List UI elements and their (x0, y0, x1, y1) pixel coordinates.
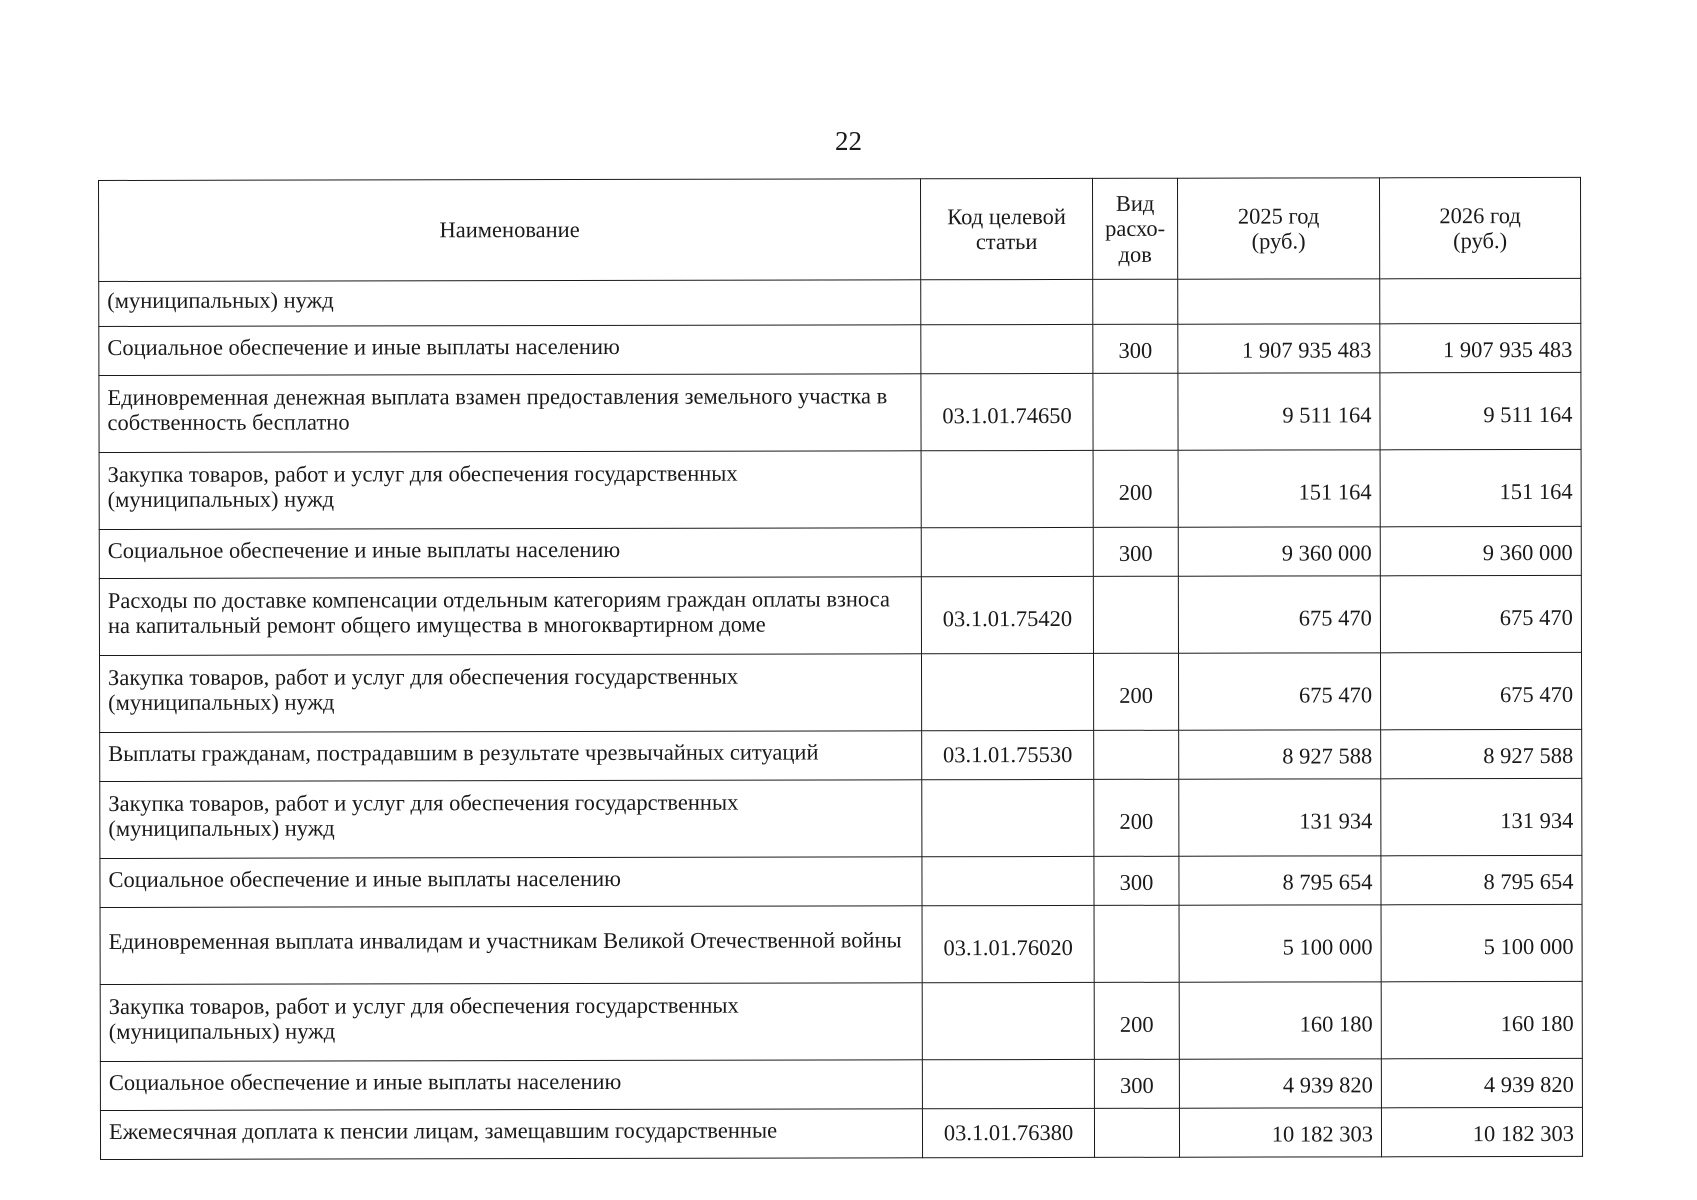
row-kind: 200 (1094, 982, 1179, 1059)
table-row (100, 981, 1582, 1061)
table-row (99, 652, 1581, 732)
row-code: 03.1.01.75420 (921, 576, 1093, 653)
row-2025: 10 182 303 (1179, 1108, 1381, 1157)
row-code: 03.1.01.76020 (922, 905, 1094, 982)
row-2026: 5 100 000 (1381, 904, 1582, 981)
row-2026: 9 360 000 (1380, 526, 1581, 575)
table-row (99, 526, 1581, 578)
row-kind: 200 (1093, 450, 1178, 527)
row-2025 (1178, 279, 1380, 324)
row-name: Закупка товаров, работ и услуг для обеспечения государственных (муниципальных) нужд (100, 983, 922, 1062)
header-code: Код целевой статьи (920, 178, 1092, 279)
row-code (921, 324, 1093, 373)
row-2025: 131 934 (1179, 779, 1381, 856)
row-2026: 675 470 (1380, 652, 1581, 729)
row-2025: 9 511 164 (1178, 373, 1380, 450)
table-row (99, 323, 1581, 375)
row-2025: 8 927 588 (1179, 730, 1381, 779)
table-row (100, 1107, 1582, 1159)
row-name: Закупка товаров, работ и услуг для обеспечения государственных (муниципальных) нужд (100, 780, 922, 859)
row-name: Социальное обеспечение и иные выплаты населению (100, 857, 922, 908)
row-2026: 675 470 (1380, 575, 1581, 652)
row-name: Выплаты гражданам, пострадавшим в результате чрезвычайных ситуаций (100, 731, 922, 782)
row-2025: 151 164 (1178, 450, 1380, 527)
row-code: 03.1.01.76380 (922, 1108, 1094, 1157)
table-row (100, 778, 1582, 858)
row-2026: 1 907 935 483 (1380, 323, 1581, 372)
row-2026 (1380, 278, 1581, 323)
page-number: 22 (835, 126, 862, 156)
row-2025: 9 360 000 (1178, 527, 1380, 576)
row-name: Единовременная денежная выплата взамен предоставления земельного участка в собственность бесплатно (99, 374, 921, 453)
row-kind (1093, 576, 1178, 653)
row-2025: 1 907 935 483 (1178, 324, 1380, 373)
table-row (99, 575, 1581, 655)
row-2026: 8 927 588 (1381, 729, 1582, 778)
row-name: (муниципальных) нужд (99, 280, 921, 327)
row-name: Социальное обеспечение и иные выплаты населению (99, 528, 921, 579)
row-code (921, 653, 1093, 730)
row-code: 03.1.01.74650 (921, 373, 1093, 450)
row-2025: 160 180 (1179, 982, 1381, 1059)
table-row (100, 904, 1582, 984)
row-kind: 300 (1093, 324, 1178, 373)
header-2025: 2025 год (руб.) (1177, 178, 1379, 279)
budget-table (98, 177, 1583, 1160)
row-2026: 151 164 (1380, 449, 1581, 526)
row-kind: 200 (1094, 779, 1179, 856)
row-2025: 5 100 000 (1179, 905, 1381, 982)
table-row (99, 372, 1581, 452)
row-kind: 300 (1094, 1059, 1179, 1108)
row-name: Ежемесячная доплата к пенсии лицам, замещавшим государственные (100, 1109, 922, 1160)
row-kind: 300 (1094, 856, 1179, 905)
row-kind (1094, 905, 1179, 982)
row-2026: 9 511 164 (1380, 372, 1581, 449)
row-code: 03.1.01.75530 (922, 730, 1094, 779)
row-kind (1094, 1108, 1179, 1157)
row-2026: 8 795 654 (1381, 855, 1582, 904)
table-row (100, 855, 1582, 907)
table-row (100, 1058, 1582, 1110)
header-kind: Вид расхо-дов (1092, 178, 1177, 279)
row-code (922, 856, 1094, 905)
row-kind (1093, 279, 1178, 324)
row-2025: 675 470 (1178, 576, 1380, 653)
row-name: Расходы по доставке компенсации отдельным категориям граждан оплаты взноса на капитальный ремонт общего имущества в многоквартирном доме (99, 577, 921, 656)
row-2025: 4 939 820 (1179, 1059, 1381, 1108)
row-code (922, 779, 1094, 856)
table-header-row (99, 177, 1581, 281)
row-code (921, 527, 1093, 576)
row-name: Социальное обеспечение и иные выплаты населению (100, 1060, 922, 1111)
row-code (921, 450, 1093, 527)
table-row (99, 278, 1581, 326)
row-2026: 4 939 820 (1381, 1058, 1582, 1107)
header-name: Наименование (99, 179, 921, 282)
table-row (100, 729, 1582, 781)
row-name: Закупка товаров, работ и услуг для обеспечения государственных (муниципальных) нужд (99, 654, 921, 733)
row-code (922, 982, 1094, 1059)
row-kind: 300 (1093, 527, 1178, 576)
row-2026: 10 182 303 (1381, 1107, 1582, 1156)
row-name: Социальное обеспечение и иные выплаты населению (99, 325, 921, 376)
header-2026: 2026 год (руб.) (1379, 177, 1580, 278)
table-row (99, 449, 1581, 529)
row-kind: 200 (1093, 653, 1178, 730)
row-2025: 8 795 654 (1179, 856, 1381, 905)
row-code (921, 279, 1093, 324)
row-name: Единовременная выплата инвалидам и участникам Великой Отечественной войны (100, 906, 922, 985)
row-2026: 160 180 (1381, 981, 1582, 1058)
row-code (922, 1059, 1094, 1108)
row-kind (1093, 373, 1178, 450)
row-kind (1094, 730, 1179, 779)
row-name: Закупка товаров, работ и услуг для обеспечения государственных (муниципальных) нужд (99, 451, 921, 530)
row-2025: 675 470 (1178, 653, 1380, 730)
row-2026: 131 934 (1381, 778, 1582, 855)
